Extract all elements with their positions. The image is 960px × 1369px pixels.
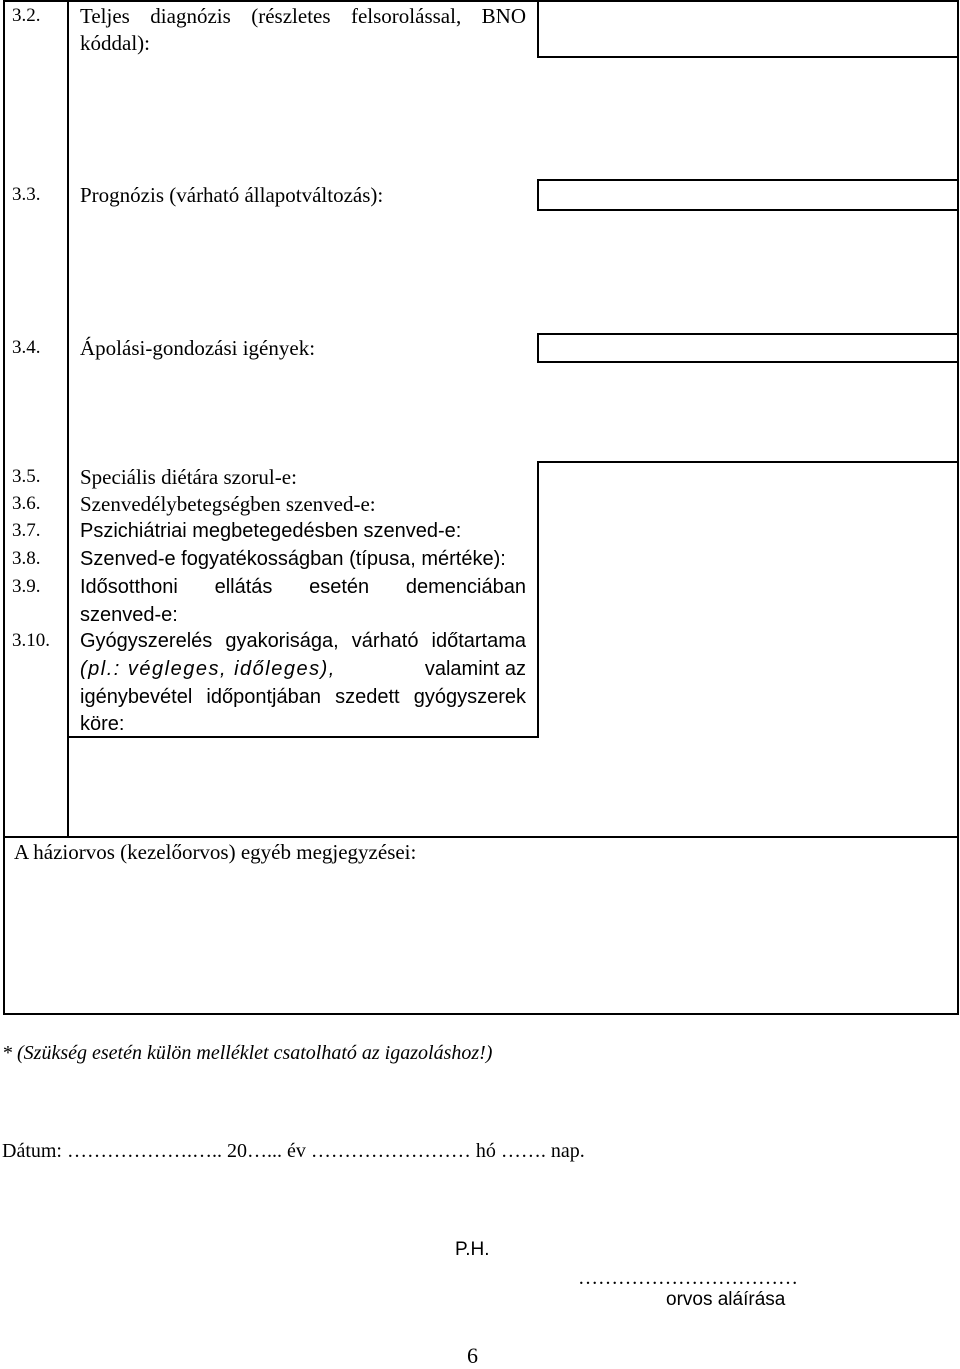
row-label-3-5: Speciális diétára szorul-e:: [80, 465, 297, 489]
signature-line: ……………………………: [578, 1267, 798, 1289]
row-number-3-9: 3.9.: [12, 576, 41, 597]
table-left-border: [3, 0, 5, 1014]
row-label-3-10-line2-rest: valamint az: [424, 658, 526, 680]
date-line: Dátum: ……………….….. 20…... év …………………… hó ……. nap.: [2, 1140, 585, 1162]
row-label-3-9-line1: Idősotthoni ellátás esetén demenciában: [80, 576, 526, 598]
row-label-3-10-line4: köre:: [80, 713, 125, 735]
remarks-label: A háziorvos (kezelőorvos) egyéb megjegyzései:: [14, 840, 417, 864]
prognosis-field[interactable]: [539, 181, 957, 209]
prognosis-area[interactable]: [69, 211, 957, 333]
stamp-label: P.H.: [455, 1239, 490, 1260]
diagnosis-area[interactable]: [69, 58, 957, 179]
row-number-3-4: 3.4.: [12, 337, 41, 358]
remarks-top-border: [3, 836, 959, 838]
care-needs-field[interactable]: [539, 335, 957, 361]
row-number-3-5: 3.5.: [12, 466, 41, 487]
table-right-border: [957, 0, 959, 1014]
row-number-3-7: 3.7.: [12, 520, 41, 541]
row-label-3-6: Szenvedélybetegségben szenved-e:: [80, 492, 376, 516]
row-label-3-7: Pszichiátriai megbetegedésben szenved-e:: [80, 520, 462, 542]
row-label-3-10-line1: Gyógyszerelés gyakorisága, várható időtartama: [80, 630, 526, 652]
row-number-3-8: 3.8.: [12, 548, 41, 569]
row-label-3-10-example: (pl.: végleges, időleges),: [80, 658, 336, 680]
row-label-3-10-line3: igénybevétel időpontjában szedett gyógyszerek: [80, 686, 526, 708]
footnote: * (Szükség esetén külön melléklet csatolható az igazoláshoz!): [2, 1042, 493, 1064]
care-needs-area[interactable]: [69, 363, 957, 461]
page-number: 6: [467, 1343, 478, 1368]
row-number-3-2: 3.2.: [12, 5, 41, 26]
row-label-3-9-line2: szenved-e:: [80, 604, 178, 626]
row-number-3-6: 3.6.: [12, 493, 41, 514]
row-label-3-2-line2: kóddal):: [80, 31, 150, 55]
diagnosis-field[interactable]: [539, 2, 957, 56]
row-label-3-10-line2: [80, 656, 526, 683]
remarks-area[interactable]: [5, 866, 957, 1013]
rows-35-310-value-field[interactable]: [539, 463, 957, 737]
row-label-3-2-line1: Teljes diagnózis (részletes felsorolással, BNO: [80, 4, 526, 28]
remarks-bottom-border: [3, 1013, 959, 1015]
signature-label: orvos aláírása: [666, 1289, 786, 1310]
row-label-3-3: Prognózis (várható állapotváltozás):: [80, 183, 384, 207]
medication-area[interactable]: [69, 738, 957, 836]
row-number-3-10: 3.10.: [12, 630, 50, 651]
row-number-3-3: 3.3.: [12, 184, 41, 205]
row-label-3-8: Szenved-e fogyatékosságban (típusa, mértéke):: [80, 548, 506, 570]
row-label-3-4: Ápolási-gondozási igények:: [80, 336, 316, 360]
